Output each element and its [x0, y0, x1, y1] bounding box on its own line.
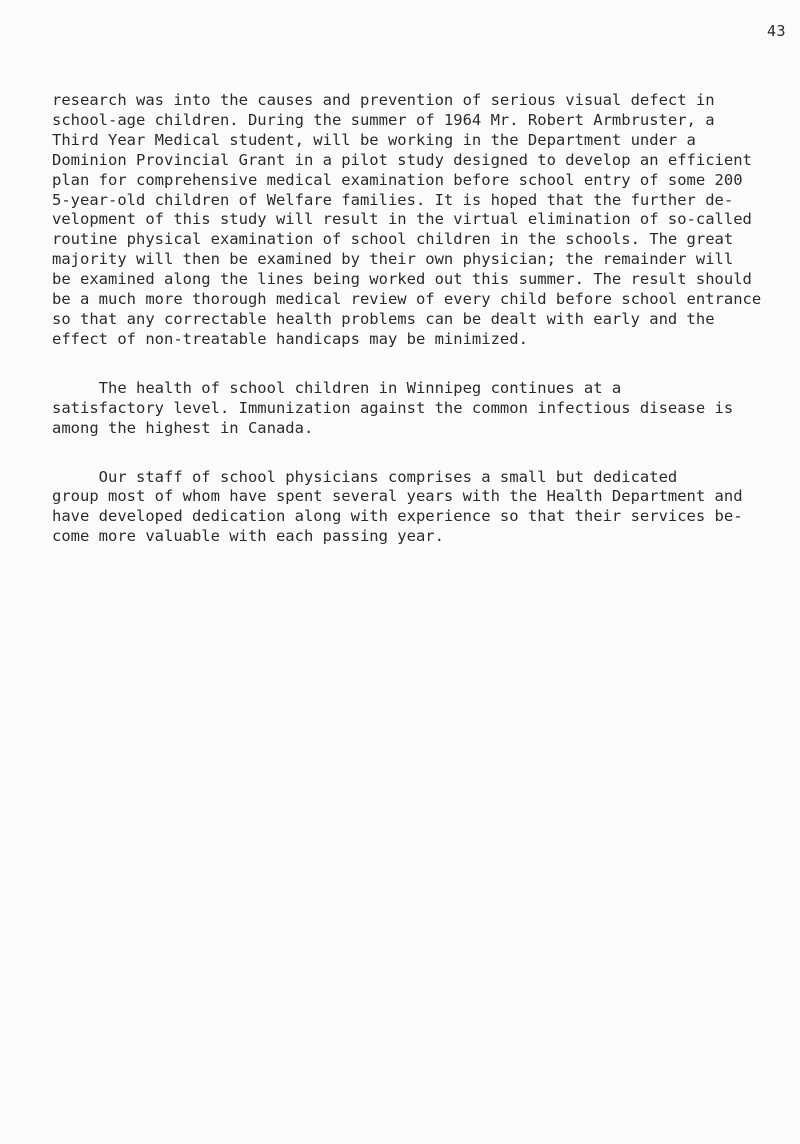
- text-line: The health of school children in Winnipeg continues at a: [52, 378, 622, 397]
- text-line: group most of whom have spent several years with the Health Department and: [52, 487, 743, 506]
- text-line: effect of non-treatable handicaps may be minimized.: [52, 329, 528, 348]
- paragraph-research: [52, 91, 792, 350]
- text-line: so that any correctable health problems can be dealt with early and the: [52, 309, 715, 328]
- text-line: Third Year Medical student, will be working in the Department under a: [52, 130, 696, 149]
- page-number: 43: [766, 22, 786, 40]
- text-line: be a much more thorough medical review of every child before school entrance: [52, 290, 762, 309]
- text-line: have developed dedication along with experience so that their services be-: [52, 507, 743, 526]
- text-line: velopment of this study will result in the virtual elimination of so-called: [52, 210, 752, 229]
- text-line: be examined along the lines being worked out this summer. The result should: [52, 270, 752, 289]
- text-line: 5-year-old children of Welfare families. It is hoped that the further de-: [52, 190, 734, 209]
- text-line: majority will then be examined by their own physician; the remainder will: [52, 250, 734, 269]
- paragraph-staff: [52, 468, 792, 548]
- text-line: routine physical examination of school children in the schools. The great: [52, 230, 734, 249]
- paragraph-health: [52, 379, 792, 439]
- text-line: Our staff of school physicians comprises a small but dedicated: [52, 467, 678, 486]
- document-body: [52, 91, 792, 547]
- text-line: satisfactory level. Immunization against the common infectious disease is: [52, 398, 734, 417]
- text-line: among the highest in Canada.: [52, 418, 314, 437]
- text-line: research was into the causes and prevention of serious visual defect in: [52, 91, 715, 109]
- text-line: school-age children. During the summer of 1964 Mr. Robert Armbruster, a: [52, 110, 715, 129]
- text-line: Dominion Provincial Grant in a pilot study designed to develop an efficient: [52, 150, 752, 169]
- text-line: plan for comprehensive medical examination before school entry of some 200: [52, 170, 743, 189]
- text-line: come more valuable with each passing year.: [52, 527, 444, 546]
